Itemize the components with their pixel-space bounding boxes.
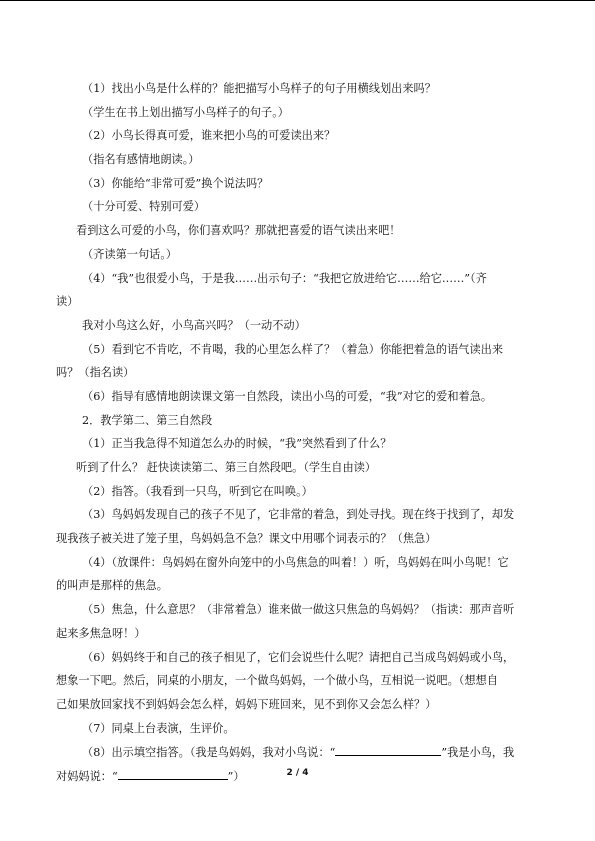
paragraph-line: （4）（放课件：鸟妈妈在窗外向笼中的小鸟焦急的叫着！）听，鸟妈妈在叫小鸟呢！它 [82,555,509,569]
fill-prompt-text: 对妈妈说：“ [56,769,118,783]
paragraph-line: （7）同桌上台表演，生评价。 [82,721,235,735]
paragraph-line: （学生在书上划出描写小鸟样子的句子。） [82,105,289,119]
paragraph-line: （5）看到它不肯吃，不肯喝，我的心里怎么样了？（着急）你能把着急的语气读出来 [82,342,504,356]
section-heading: 2．教学第二、第三自然段 [82,413,213,427]
paragraph-line: 听到了什么？ 赶快读读第二、第三自然段吧。（学生自由读） [76,461,377,474]
page-number: 2 / 4 [286,768,309,778]
paragraph-line: （3）你能给“非常可爱”换个说法吗？ [82,176,269,190]
paragraph-line: 我对小鸟这么好，小鸟高兴吗？（一动不动） [82,318,306,332]
paragraph-line: （3）鸟妈妈发现自己的孩子不见了，它非常的着急，到处寻找。现在终于找到了，却发 [82,508,515,522]
fill-prompt-text: （8）出示填空指答。（我是鸟妈妈，我对小鸟说：“ [82,746,336,760]
paragraph-line: 己如果放回家找不到妈妈会怎么样，妈妈下班回来，见不到你又会怎么样？） [56,697,437,711]
fill-blank [335,743,441,756]
paragraph-line: （十分可爱、特别可爱） [82,200,206,214]
paragraph-line: （6）妈妈终于和自己的孩子相见了，它们会说些什么呢？请把自己当成鸟妈妈或小鸟， [82,650,515,664]
paragraph-line: （4）“我”也很爱小鸟，于是我……出示句子：“我把它放进给它……给它……”（齐 [82,271,487,285]
paragraph-line: 起来多焦急呀！） [56,626,146,640]
paragraph-line: （齐读第一句话。） [82,247,178,261]
paragraph-line: 的叫声是那样的焦急。 [56,579,168,593]
header-rule [0,0,595,1]
paragraph-line: （指名有感情地朗读。） [82,153,200,167]
document-body [56,80,546,791]
paragraph-line: 吗？（指名读） [56,366,135,380]
paragraph-line: （1）正当我急得不知道怎么办的时候，“我”突然看到了什么？ [82,437,392,451]
paragraph-line: （1）找出小鸟是什么样的？能把描写小鸟样子的句子用横线划出来吗？ [82,82,436,95]
paragraph-line: 想象一下吧。然后，同桌的小朋友，一个做鸟妈妈，一个做小鸟，互相说一说吧。（想想自 [56,674,498,688]
fill-prompt-text: ”） [227,769,245,783]
fill-prompt-text: ”我是小鸟，我 [441,746,515,760]
paragraph-line: （2）指答。（我看到一只鸟，听到它在叫唤。） [82,484,313,498]
paragraph-line: 看到这么可爱的小鸟，你们喜欢吗？那就把喜爱的语气读出来吧！ [76,224,401,238]
fill-in-line [56,743,546,761]
paragraph-line: （6）指导有感情地朗读课文第一自然段，读出小鸟的可爱，“我”对它的爱和着急。 [82,389,493,403]
paragraph-line: （2）小鸟长得真可爱，谁来把小鸟的可爱读出来？ [82,129,336,143]
paragraph-line: 读） [56,295,79,309]
paragraph-line: （5）焦急，什么意思？（非常着急）谁来做一做这只焦急的鸟妈妈？（指读：那声音听 [82,603,515,617]
paragraph-line: 现我孩子被关进了笼子里，鸟妈妈急不急？课文中用哪个词表示的？（焦急） [56,532,437,546]
